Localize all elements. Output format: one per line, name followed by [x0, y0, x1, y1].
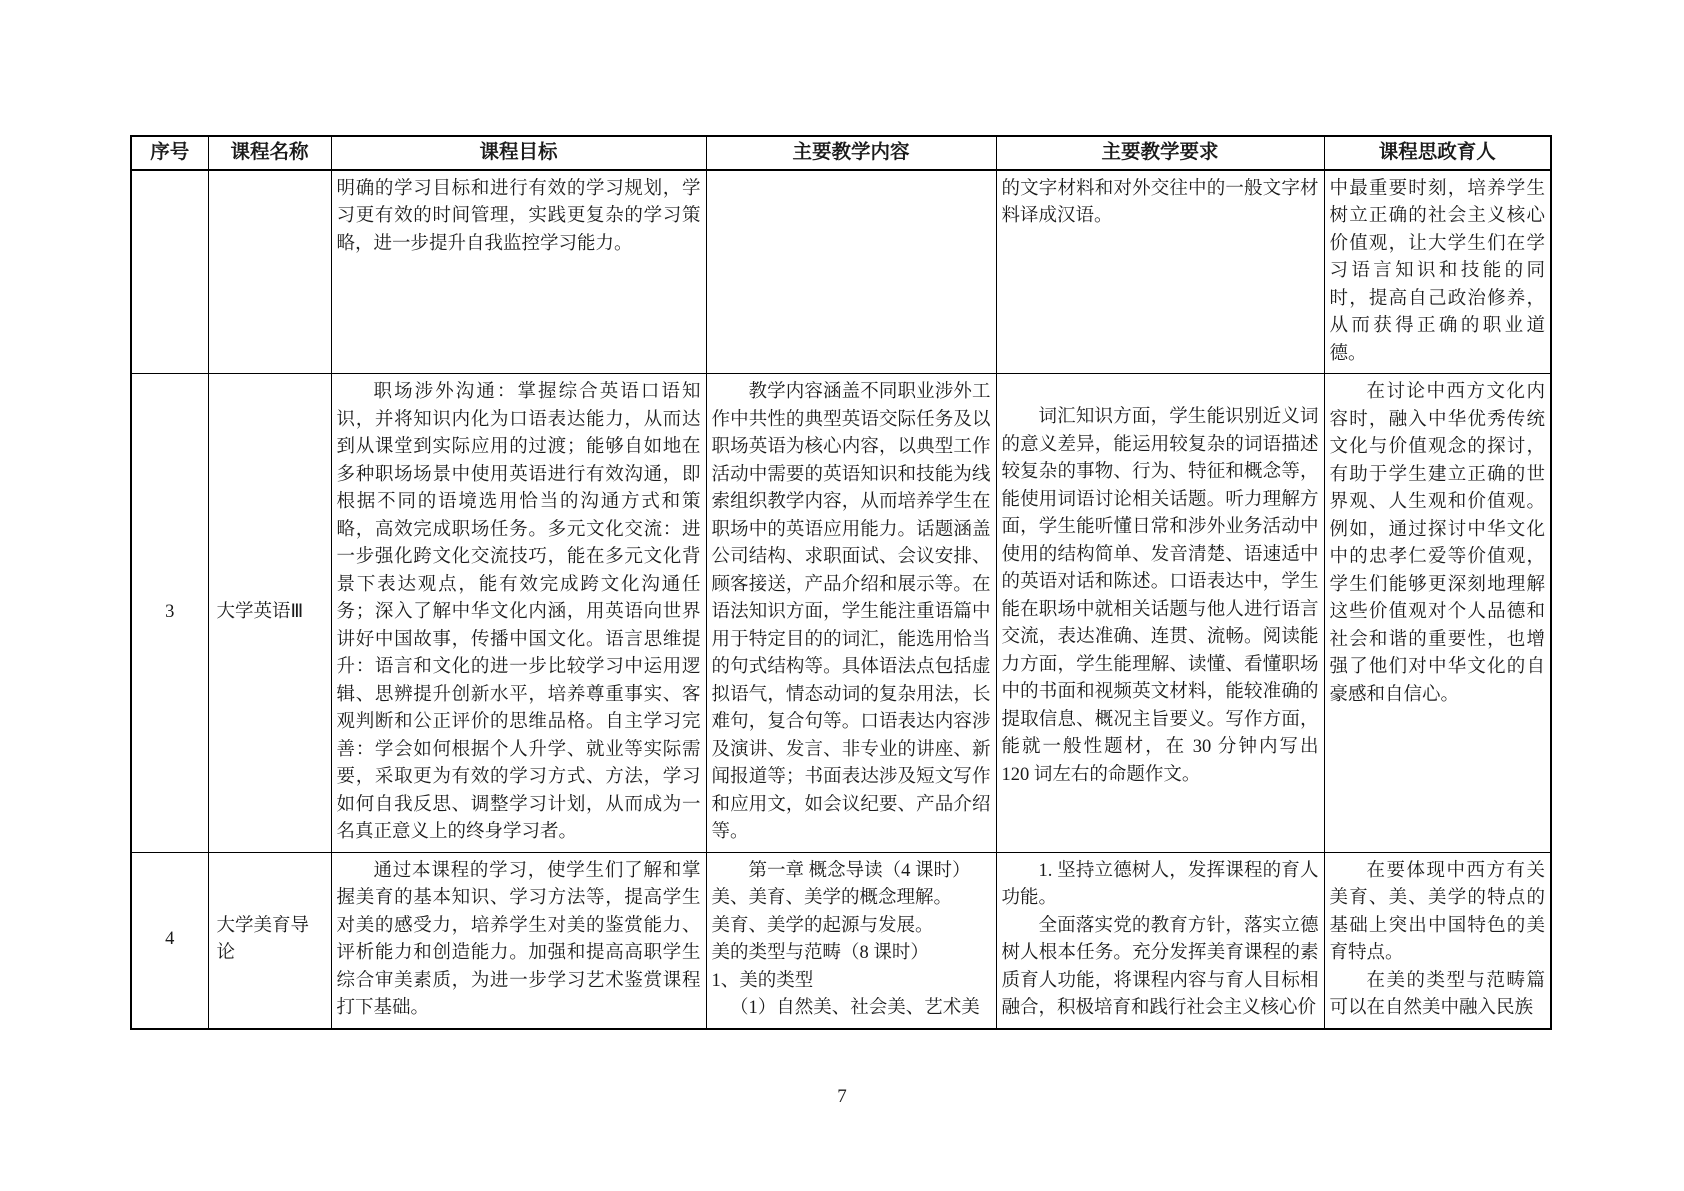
content-line: 美、美育、美学的概念理解。 [711, 888, 953, 908]
cell-name-3: 大学英语Ⅲ [208, 374, 331, 853]
cell-ideology-3 [1324, 374, 1551, 853]
paragraph: 通过本课程的学习，使学生们了解和掌握美育的基本知识、学习方法等，提高学生对美的感受力，培养学生对美的鉴赏能力、评析能力和创造能力。加强和提高高职学生综合审美素质，为进一步学习艺术鉴赏课程打下基础。 [336, 860, 701, 1018]
cell-ideology-4 [1324, 852, 1551, 1029]
paragraph: 中最重要时刻，培养学生树立正确的社会主义核心价值观，让大学生们在学习语言知识和技能的同时，提高自己政治修养，从而获得正确的职业道德。 [1329, 178, 1545, 364]
header-seq: 序号 [131, 136, 208, 170]
paragraph: 在美的类型与范畴篇可以在自然美中融入民族 [1329, 970, 1545, 1018]
table-header-row [131, 136, 1551, 170]
cell-seq-3: 3 [131, 374, 208, 853]
cell-objectives-3 [331, 374, 706, 853]
cell-content-cont [706, 170, 996, 374]
page-number: 7 [837, 1086, 847, 1107]
content-line: （1）自然美、社会美、艺术美 [730, 998, 980, 1018]
table-row-course-4 [131, 852, 1551, 1029]
cell-requirements-cont [996, 170, 1324, 374]
header-content: 主要教学内容 [706, 136, 996, 170]
content-line: 1、美的类型 [711, 970, 814, 991]
cell-ideology-cont [1324, 170, 1551, 374]
paragraph: 在讨论中西方文化内容时，融入中华优秀传统文化与价值观念的探讨，有助于学生建立正确的世界观、人生观和价值观。例如，通过探讨中华文化中的忠孝仁爱等价值观，学生们能够更深刻地理解这些价值观对个人品德和社会和谐的重要性，也增强了他们对中华文化的自豪感和自信心。 [1329, 382, 1545, 705]
cell-objectives-cont [331, 170, 706, 374]
course-table [130, 135, 1552, 1030]
paragraph: 的文字材料和对外交往中的一般文字材料译成汉语。 [1001, 178, 1319, 226]
table-row-course-3 [131, 374, 1551, 853]
cell-content-4 [706, 852, 996, 1029]
paragraph: 1. 坚持立德树人，发挥课程的育人功能。 [1001, 860, 1319, 908]
header-course-name: 课程名称 [208, 136, 331, 170]
paragraph: 职场涉外沟通：掌握综合英语口语知识，并将知识内化为口语表达能力，从而达到从课堂到实际应用的过渡；能够自如地在多种职场场景中使用英语进行有效沟通，即根据不同的语境选用恰当的沟通方式和策略，高效完成职场任务。多元文化交流：进一步强化跨文化交流技巧，能在多元文化背景下表达观点，能有效完成跨文化沟通任务；深入了解中华文化内涵，用英语向世界讲好中国故事，传播中国文化。语言思维提升：语言和文化的进一步比较学习中运用逻辑、思辨提升创新水平，培养尊重事实、客观判断和公正评价的思维品格。自主学习完善：学会如何根据个人升学、就业等实际需要，采取更为有效的学习方式、方法，学习如何自我反思、调整学习计划，从而成为一名真正意义上的终身学习者。 [336, 382, 701, 842]
table-row-continuation [131, 170, 1551, 374]
header-requirements: 主要教学要求 [996, 136, 1324, 170]
paragraph: 在要体现中西方有关美育、美、美学的特点的基础上突出中国特色的美育特点。 [1329, 860, 1545, 963]
cell-requirements-4 [996, 852, 1324, 1029]
cell-seq-cont [131, 170, 208, 374]
content-line: 第一章 概念导读（4 课时） [748, 860, 971, 881]
cell-objectives-4 [331, 852, 706, 1029]
content-line: 美的类型与范畴（8 课时） [711, 943, 929, 963]
paragraph: 明确的学习目标和进行有效的学习规划，学习更有效的时间管理，实践更复杂的学习策略，进一步提升自我监控学习能力。 [336, 178, 701, 254]
cell-seq-4: 4 [131, 852, 208, 1029]
paragraph: 词汇知识方面，学生能识别近义词的意义差异，能运用较复杂的词语描述较复杂的事物、行为、特征和概念等，能使用词语讨论相关话题。听力理解方面，学生能听懂日常和涉外业务活动中使用的结构简单、发音清楚、语速适中的英语对话和陈述。口语表达中，学生能在职场中就相关话题与他人进行语言交流，表达准确、连贯、流畅。阅读能力方面，学生能理解、读懂、看懂职场中的书面和视频英文材料，能较准确的提取信息、概况主旨要义。写作方面，能就一般性题材，在 30 分钟内写出 120 词左右的命题作文。 [1001, 407, 1319, 785]
cell-content-3 [706, 374, 996, 853]
header-ideology: 课程思政育人 [1324, 136, 1551, 170]
cell-requirements-3 [996, 374, 1324, 853]
cell-name-4: 大学美育导论 [208, 852, 331, 1029]
paragraph: 教学内容涵盖不同职业涉外工作中共性的典型英语交际任务及以职场英语为核心内容，以典型工作活动中需要的英语知识和技能为线索组织教学内容，从而培养学生在职场中的英语应用能力。话题涵盖公司结构、求职面试、会议安排、顾客接送，产品介绍和展示等。在语法知识方面，学生能注重语篇中用于特定目的的词汇，能选用恰当的句式结构等。具体语法点包括虚拟语气，情态动词的复杂用法，长难句，复合句等。口语表达内容涉及演讲、发言、非专业的讲座、新闻报道等；书面表达涉及短文写作和应用文，如会议纪要、产品介绍等。 [711, 382, 991, 842]
cell-name-cont [208, 170, 331, 374]
header-objectives: 课程目标 [331, 136, 706, 170]
content-line: 美育、美学的起源与发展。 [711, 915, 934, 936]
paragraph: 全面落实党的教育方针，落实立德树人根本任务。充分发挥美育课程的素质育人功能，将课程内容与育人目标相融合，积极培育和践行社会主义核心价 [1001, 915, 1319, 1018]
